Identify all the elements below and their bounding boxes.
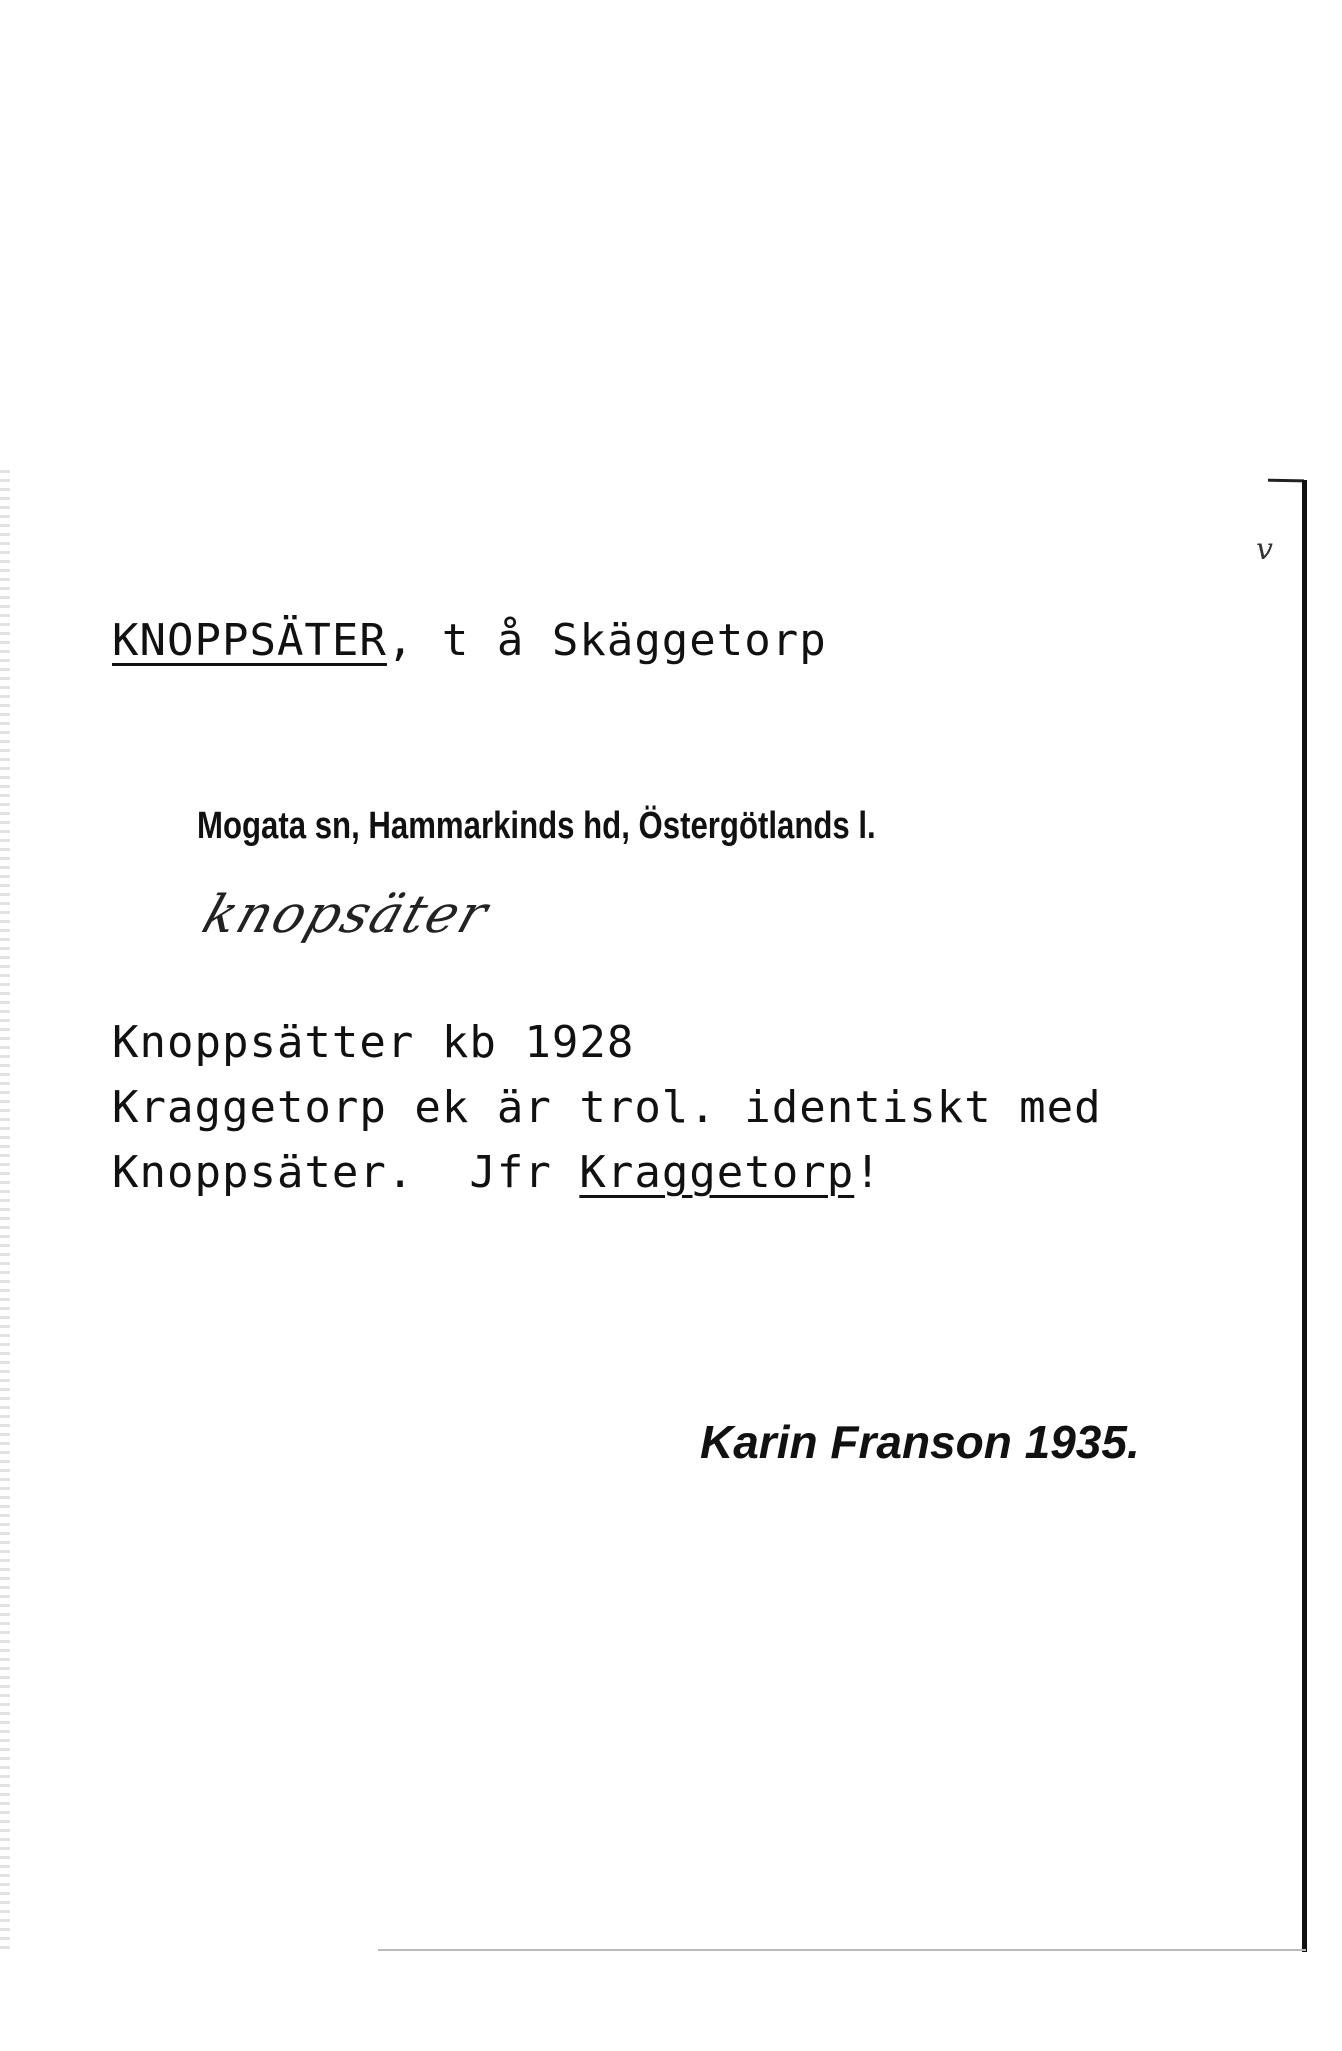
note-line-3-prefix: Knoppsäter. Jfr: [112, 1147, 580, 1198]
headline-rest: , t å Skäggetorp: [386, 615, 827, 666]
note-line-3-suffix: !: [854, 1147, 882, 1198]
card-frame-bottom: [378, 1949, 1306, 1951]
signature: Karin Franson 1935.: [700, 1416, 1140, 1468]
note-line-2: Kraggetorp ek är trol. identiskt med: [112, 1082, 1102, 1133]
card-frame-top: [1268, 479, 1304, 483]
note-line-1: Knoppsätter kb 1928: [112, 1017, 635, 1068]
check-mark: v: [1256, 532, 1273, 567]
scan-left-edge: [0, 470, 10, 1950]
headline: [112, 615, 827, 666]
headword: KNOPPSÄTER: [112, 615, 387, 666]
cross-reference-link[interactable]: Kraggetorp: [579, 1147, 855, 1198]
card-frame-right: [1302, 480, 1307, 1952]
location-line: Mogata sn, Hammarkinds hd, Östergötlands l.: [197, 805, 876, 847]
note-line-3: [112, 1147, 882, 1198]
handwritten-form: knopsäter: [195, 885, 497, 945]
